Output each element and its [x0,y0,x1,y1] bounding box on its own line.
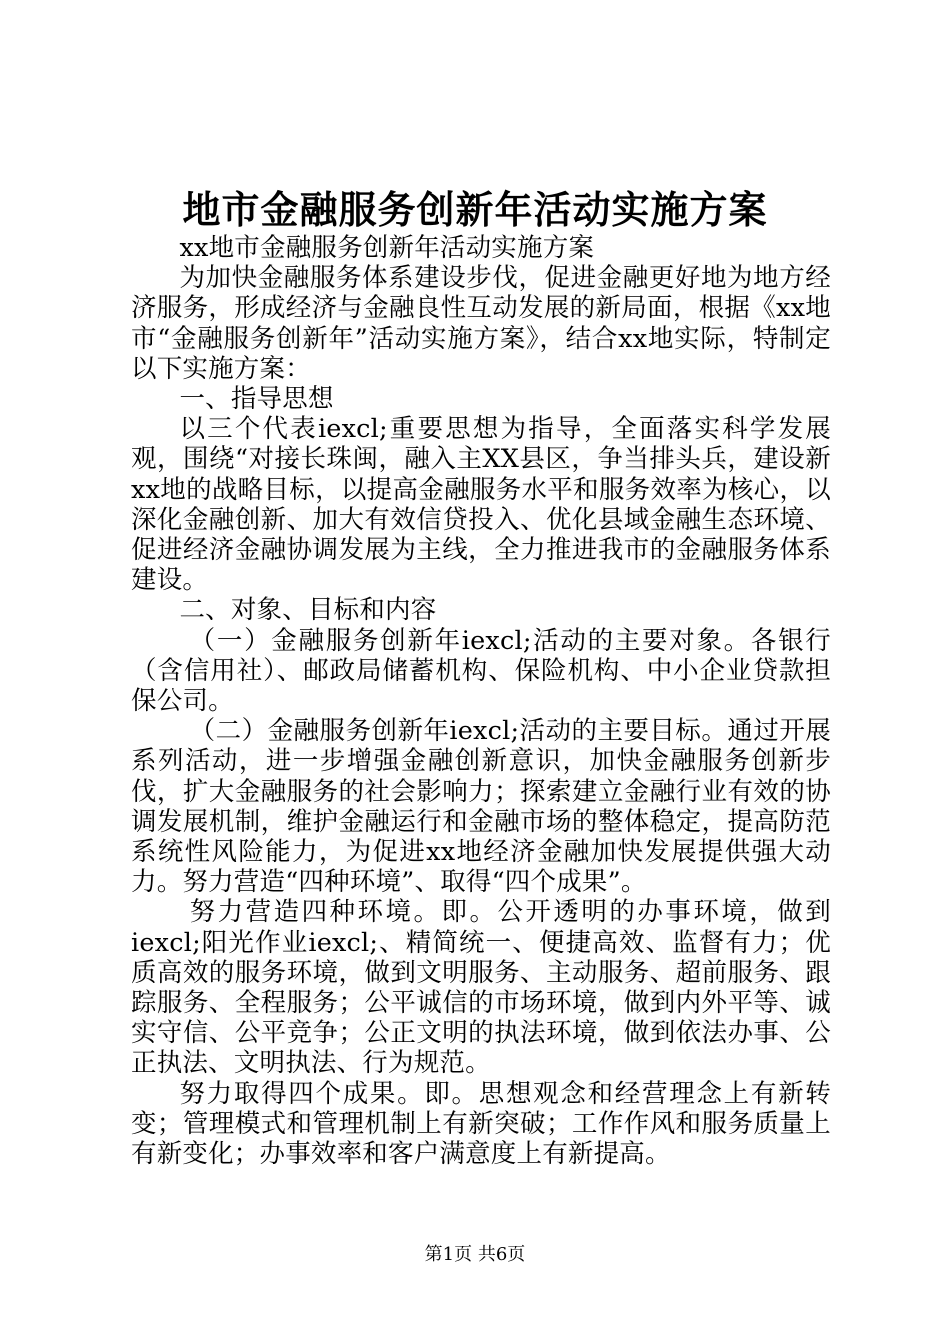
document-body [131,233,831,1169]
four-environments-paragraph: 努力营造四种环境。即。公开透明的办事环境，做到iexcl;阳光作业iexcl;、精简统一、便捷高效、监督有力；优质高效的服务环境，做到文明服务、主动服务、超前服务、跟踪服务、全程服务；公平诚信的市场环境，做到内外平等、诚实守信、公平竞争；公正文明的执法环境，做到依法办事、公正执法、文明执法、行为规范。 [131,897,831,1079]
guiding-ideology-paragraph: 以三个代表iexcl;重要思想为指导，全面落实科学发展观，围绕“对接长珠闽，融入主XX县区，争当排头兵，建设新xx地的战略目标，以提高金融服务水平和服务效率为核心，以深化金融创新、加大有效信贷投入、优化县域金融生态环境、促进经济金融协调发展为主线，全力推进我市的金融服务体系建设。 [131,414,831,596]
document-title: 地市金融服务创新年活动实施方案 [182,187,768,232]
four-results-paragraph: 努力取得四个成果。即。思想观念和经营理念上有新转变；管理模式和管理机制上有新突破；工作作风和服务质量上有新变化；办事效率和客户满意度上有新提高。 [131,1078,831,1170]
section-heading-objects-goals: 二、对象、目标和内容 [179,595,437,626]
objects-paragraph: （一）金融服务创新年iexcl;活动的主要对象。各银行（含信用社）、邮政局储蓄机构、保险机构、中小企业贷款担保公司。 [131,625,831,717]
intro-paragraph: 为加快金融服务体系建设步伐，促进金融更好地为地方经济服务，形成经济与金融良性互动发展的新局面，根据《xx地市“金融服务创新年”活动实施方案》，结合xx地实际，特制定以下实施方案： [131,263,831,384]
section-heading-guiding-ideology: 一、指导思想 [179,384,334,415]
page-number-footer: 第1页 共6页 [424,1244,526,1265]
subtitle-paragraph: xx地市金融服务创新年活动实施方案 [179,233,595,263]
goals-paragraph: （二）金融服务创新年iexcl;活动的主要目标。通过开展系列活动，进一步增强金融创新意识，加快金融服务创新步伐，扩大金融服务的社会影响力；探索建立金融行业有效的协调发展机制，维护金融运行和金融市场的整体稳定，提高防范系统性风险能力，为促进xx地经济金融加快发展提供强大动力。努力营造“四种环境”、取得“四个成果”。 [131,716,831,898]
